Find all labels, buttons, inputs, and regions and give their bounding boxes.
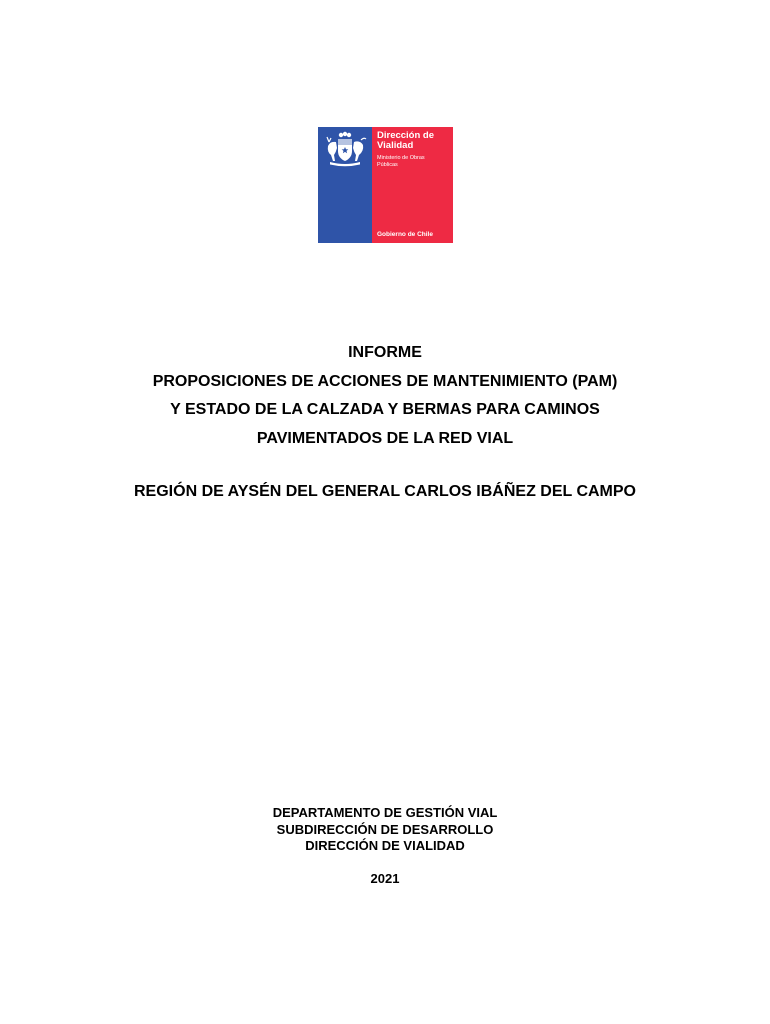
logo-org-name: Dirección de Vialidad <box>377 130 435 151</box>
title-line: Y ESTADO DE LA CALZADA Y BERMAS PARA CAMINOS <box>170 401 600 418</box>
title-line: PROPOSICIONES DE ACCIONES DE MANTENIMIENTO (PAM) <box>152 372 618 390</box>
logo-red-panel <box>372 127 453 243</box>
logo-government: Gobierno de Chile <box>377 231 433 238</box>
title-line: PAVIMENTADOS DE LA RED VIAL <box>256 429 514 447</box>
document-title <box>0 339 770 453</box>
document-year: 2021 <box>370 871 400 886</box>
department-line: SUBDIRECCIÓN DE DESARROLLO <box>276 821 494 837</box>
logo <box>318 127 453 243</box>
title-line: INFORME <box>348 344 422 361</box>
logo-ministry: Ministerio de Obras Públicas <box>377 155 425 168</box>
department-line: DIRECCIÓN DE VIALIDAD <box>305 838 465 853</box>
department-block <box>0 805 770 855</box>
logo-blue-panel <box>318 127 372 243</box>
chile-coat-of-arms-icon <box>322 130 368 168</box>
region-heading: REGIÓN DE AYSÉN DEL GENERAL CARLOS IBÁÑEZ DEL CAMPO <box>134 483 636 500</box>
department-line: DEPARTAMENTO DE GESTIÓN VIAL <box>272 805 498 820</box>
